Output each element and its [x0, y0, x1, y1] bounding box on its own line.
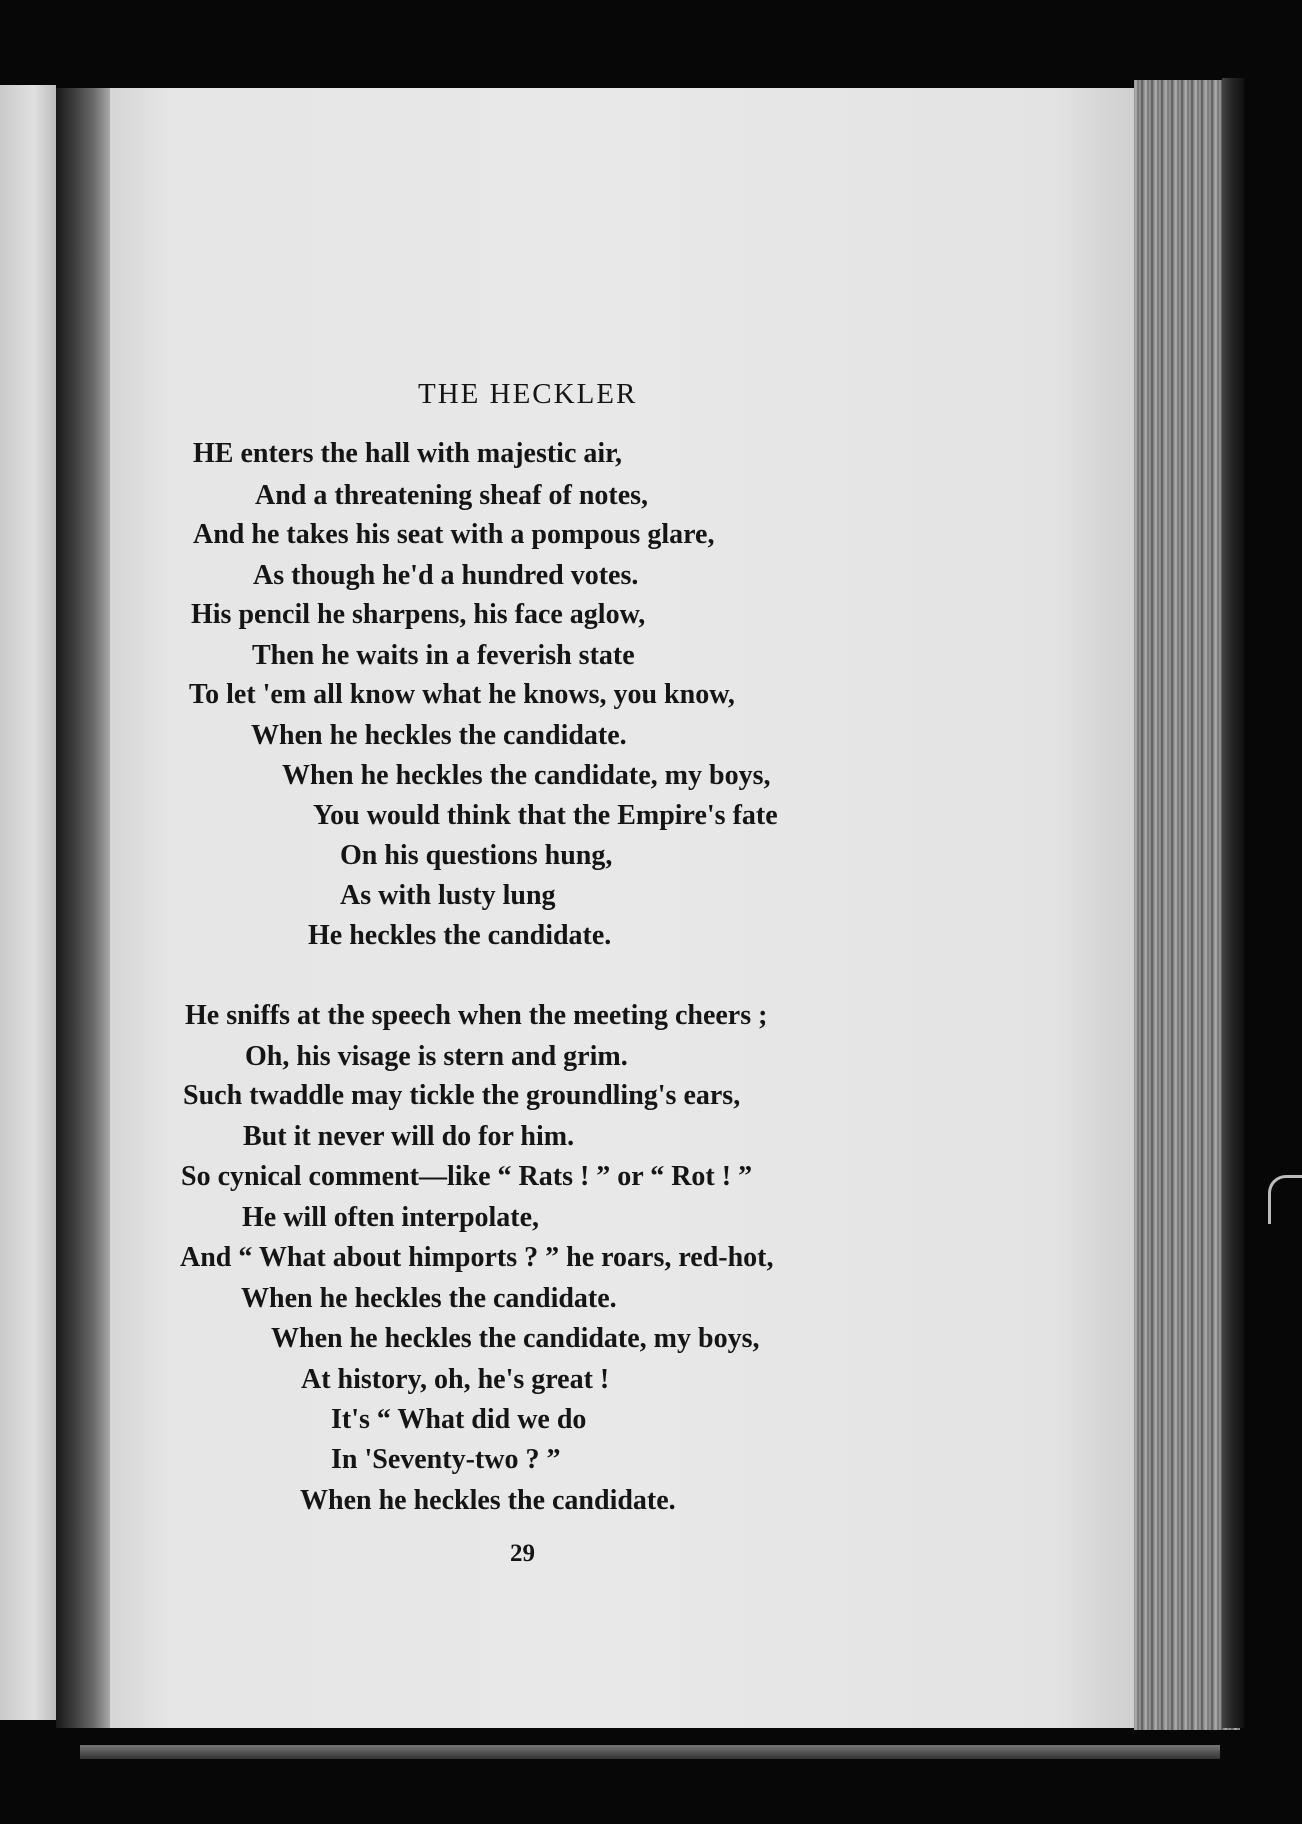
poem-line: He will often interpolate,	[242, 1202, 540, 1233]
poem-line: When he heckles the candidate, my boys,	[282, 760, 771, 791]
poem-title: THE HECKLER	[418, 378, 638, 410]
poem-line: At history, oh, he's great !	[301, 1364, 610, 1395]
poem-line: His pencil he sharpens, his face aglow,	[191, 599, 646, 630]
poem-line: When he heckles the candidate.	[251, 720, 627, 751]
poem-line: Oh, his visage is stern and grim.	[245, 1041, 628, 1072]
poem-line: HE enters the hall with majestic air,	[193, 438, 623, 469]
poem-line: And he takes his seat with a pompous glare,	[193, 519, 715, 550]
poem-line: As though he'd a hundred votes.	[253, 560, 639, 591]
poem-line: He sniffs at the speech when the meeting cheers ;	[185, 1000, 768, 1031]
poem-line: Such twaddle may tickle the groundling's ears,	[183, 1080, 741, 1111]
poem-line: Then he waits in a feverish state	[252, 640, 635, 671]
poem-line: It's “ What did we do	[331, 1404, 587, 1435]
poem-line: To let 'em all know what he knows, you know,	[189, 679, 735, 710]
poem-line: You would think that the Empire's fate	[313, 800, 778, 831]
poem-line: And a threatening sheaf of notes,	[255, 480, 649, 511]
poem-line: In 'Seventy-two ? ”	[331, 1444, 561, 1475]
poem-line: So cynical comment—like “ Rats ! ” or “ Rot ! ”	[181, 1161, 753, 1192]
poem-line: When he heckles the candidate, my boys,	[271, 1323, 760, 1354]
poem-line: He heckles the candidate.	[308, 920, 612, 951]
poem-line: As with lusty lung	[340, 880, 556, 911]
poem-line: But it never will do for him.	[243, 1121, 575, 1152]
poem-line: On his questions hung,	[340, 840, 613, 871]
page-number: 29	[510, 1540, 535, 1567]
poem-line: And “ What about himports ? ” he roars, red-hot,	[180, 1242, 774, 1273]
poem-line: When he heckles the candidate.	[300, 1485, 676, 1516]
poem-line: When he heckles the candidate.	[241, 1283, 617, 1314]
